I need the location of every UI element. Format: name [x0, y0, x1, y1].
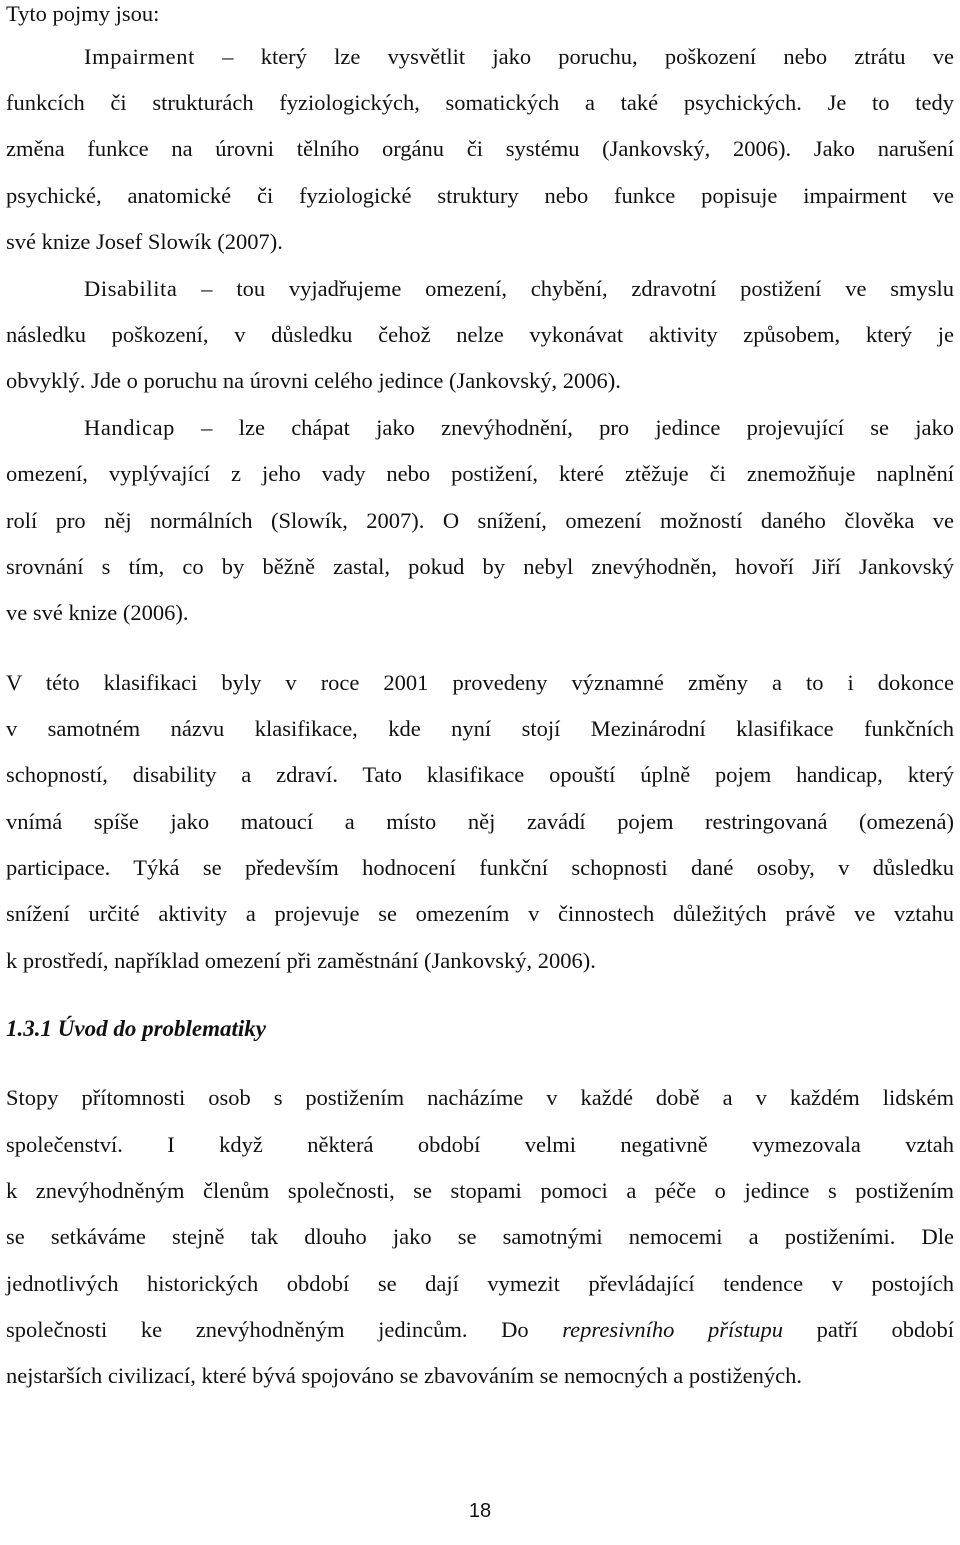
- disabilita-line-1: [84, 274, 954, 304]
- impairment-text: který lze vysvětlit jako poruchu, poškození nebo ztrátu ve: [260, 44, 955, 69]
- disabilita-term: Disabilita: [84, 276, 178, 301]
- paragraph-line: v samotném názvu klasifikace, kde nyní stojí Mezinárodní klasifikace funkčních: [6, 716, 954, 741]
- paragraph-line: změna funkce na úrovni tělního orgánu či systému (Jankovský, 2006). Jako narušení: [6, 136, 954, 161]
- paragraph-line: k prostředí, například omezení při zaměstnání (Jankovský, 2006).: [6, 948, 596, 973]
- paragraph-line: schopností, disability a zdraví. Tato klasifikace opouští úplně pojem handicap, který: [6, 762, 954, 787]
- page-number: 18: [468, 1500, 492, 1522]
- text-run: patří období: [816, 1317, 955, 1342]
- paragraph-line: jednotlivých historických období se dají vymezit převládající tendence v postojích: [6, 1271, 954, 1296]
- intro-line: Tyto pojmy jsou:: [6, 1, 160, 26]
- handicap-text: lze chápat jako znevýhodnění, pro jedince projevující se jako: [238, 415, 954, 440]
- paragraph-line: participace. Týká se především hodnocení funkční schopnosti dané osoby, v důsledku: [6, 855, 954, 880]
- italic-term: represivního přístupu: [562, 1317, 783, 1342]
- impairment-term: Impairment: [84, 44, 195, 69]
- handicap-term: Handicap: [84, 415, 176, 440]
- paragraph-line: společenství. I když některá období velmi negativně vymezovala vztah: [6, 1132, 954, 1157]
- text-run: společnosti ke znevýhodněným jedincům. Do: [6, 1317, 529, 1342]
- disabilita-text: tou vyjadřujeme omezení, chybění, zdravotní postižení ve smyslu: [236, 276, 954, 301]
- handicap-line-1: [84, 413, 954, 443]
- paragraph-line: se setkáváme stejně tak dlouho jako se samotnými nemocemi a postiženími. Dle: [6, 1224, 954, 1249]
- paragraph-line: omezení, vyplývající z jeho vady nebo postižení, které ztěžuje či znemožňuje naplnění: [6, 461, 954, 486]
- paragraph-line: funkcích či strukturách fyziologických, somatických a také psychických. Je to tedy: [6, 90, 954, 115]
- impairment-dash: –: [222, 44, 234, 69]
- paragraph-line: k znevýhodněným členům společnosti, se stopami pomoci a péče o jedince s postižením: [6, 1178, 954, 1203]
- paragraph-line: vnímá spíše jako matoucí a místo něj zavádí pojem restringovaná (omezená): [6, 809, 954, 834]
- paragraph-line: rolí pro něj normálních (Slowík, 2007). O snížení, omezení možností daného člověka ve: [6, 508, 954, 533]
- paragraph-line: následku poškození, v důsledku čehož nelze vykonávat aktivity způsobem, který je: [6, 322, 954, 347]
- paragraph-line: obvyklý. Jde o poruchu na úrovni celého jedince (Jankovský, 2006).: [6, 368, 621, 393]
- paragraph-line: snížení určité aktivity a projevuje se omezením v činnostech důležitých právě ve vztahu: [6, 901, 954, 926]
- paragraph-line: své knize Josef Slowík (2007).: [6, 229, 283, 254]
- paragraph-line: srovnání s tím, co by běžně zastal, pokud by nebyl znevýhodněn, hovoří Jiří Jankovský: [6, 554, 954, 579]
- disabilita-dash: –: [201, 276, 213, 301]
- paragraph-line: Stopy přítomnosti osob s postižením nacházíme v každé době a v každém lidském: [6, 1085, 954, 1110]
- paragraph-line: ve své knize (2006).: [6, 600, 189, 625]
- section-heading: 1.3.1 Úvod do problematiky: [6, 1016, 266, 1041]
- handicap-dash: –: [201, 415, 213, 440]
- paragraph-line: nejstarších civilizací, které bývá spojováno se zbavováním se nemocných a postižených.: [6, 1363, 802, 1388]
- impairment-line-1: [84, 42, 954, 72]
- paragraph-line: V této klasifikaci byly v roce 2001 provedeny významné změny a to i dokonce: [6, 670, 954, 695]
- paragraph-line-with-italic: [6, 1315, 954, 1345]
- paragraph-line: psychické, anatomické či fyziologické struktury nebo funkce popisuje impairment ve: [6, 183, 954, 208]
